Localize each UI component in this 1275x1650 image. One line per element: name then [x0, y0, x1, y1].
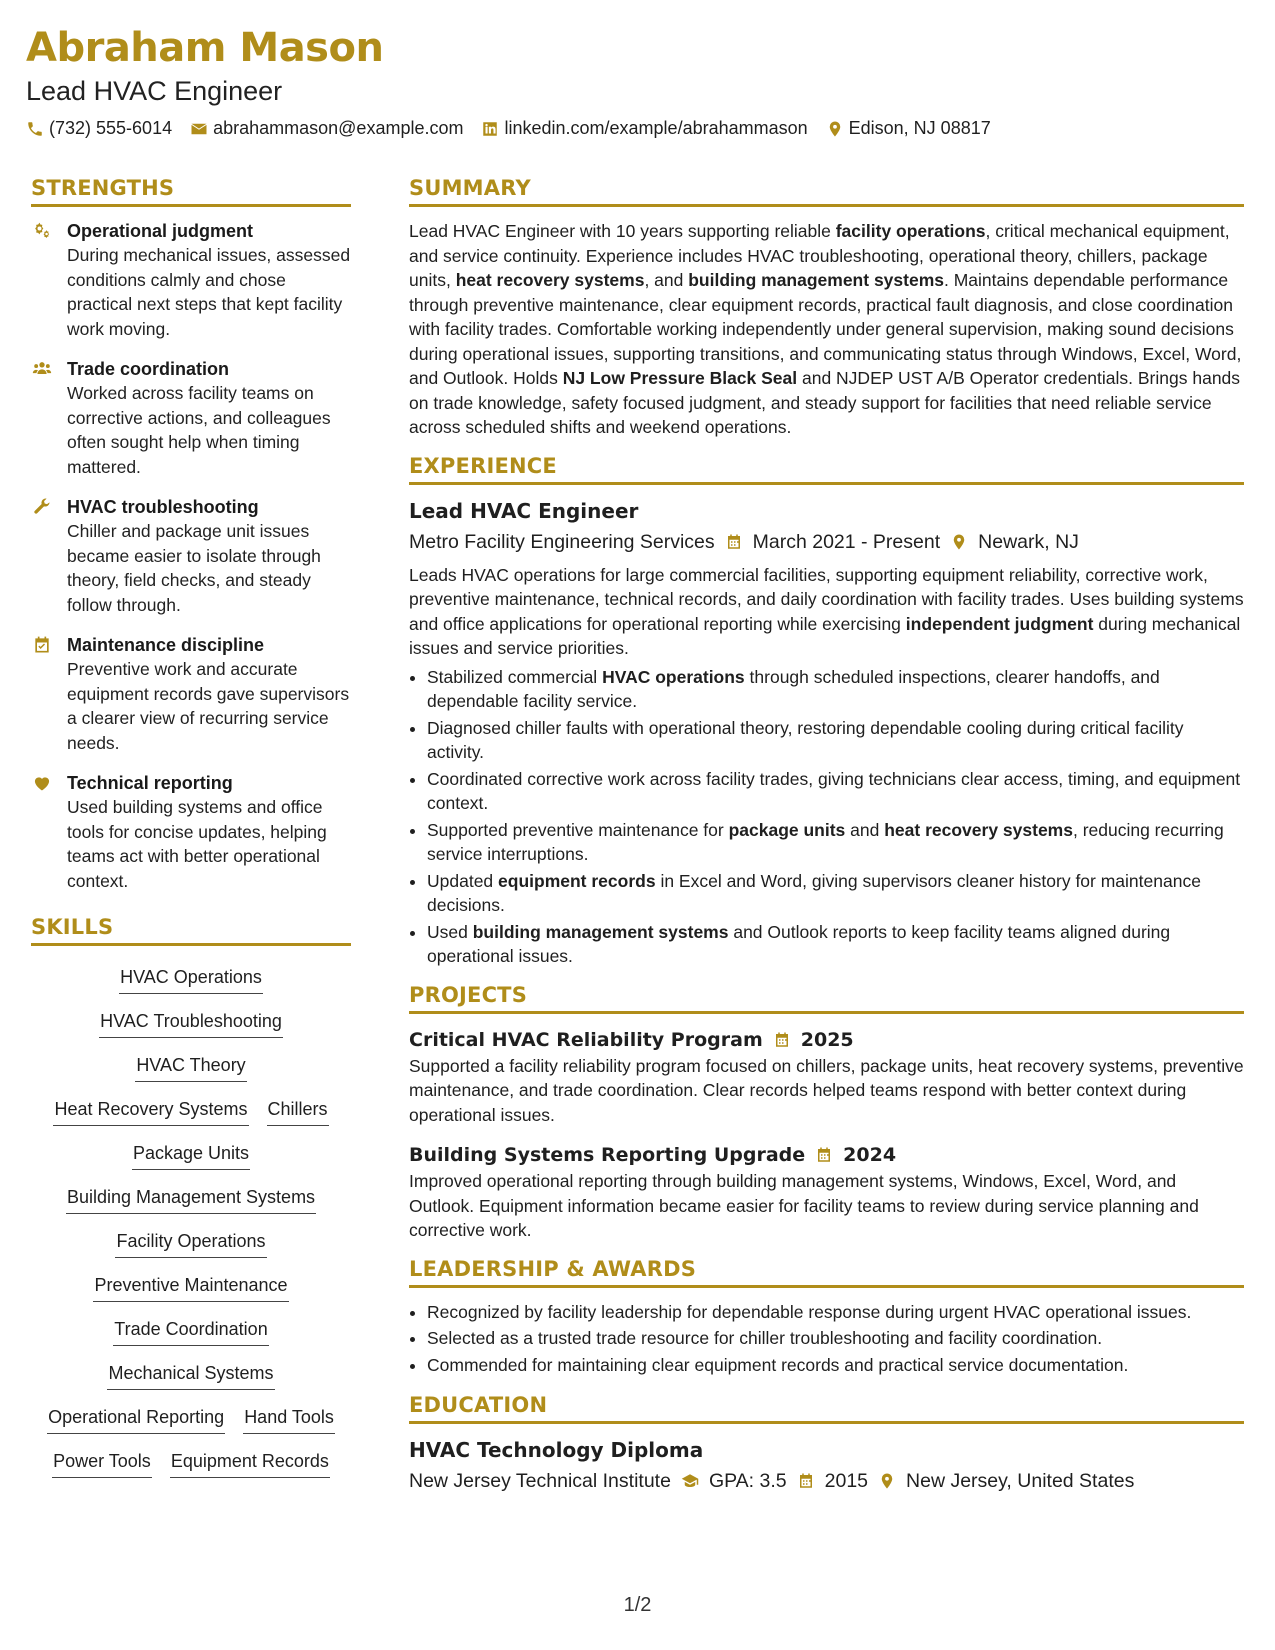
skill-row: [31, 1096, 351, 1126]
strength-description: During mechanical issues, assessed conditions calmly and chose practical next steps that kept facility work moving.: [67, 245, 351, 339]
calendar-icon: [773, 1031, 791, 1049]
left-column: [31, 176, 351, 1478]
bold-text: heat recovery systems: [884, 819, 1073, 840]
strength-body: [67, 495, 351, 617]
skill-row: [31, 1008, 351, 1038]
education-heading: EDUCATION: [409, 1393, 1244, 1424]
skill-tag: Power Tools: [52, 1448, 152, 1478]
skill-row: [31, 1228, 351, 1258]
job-title: Lead HVAC Engineer: [409, 498, 639, 523]
contact-location: Edison, NJ 08817: [826, 118, 991, 139]
project-header: [409, 1026, 1244, 1054]
candidate-name: Abraham Mason: [26, 25, 384, 71]
text-run: Lead HVAC Engineer with 10 years supporting reliable: [409, 221, 836, 241]
text-run: . Maintains dependable performance through preventive maintenance, clear equipment records, practical fault diagnosis, and close coordination with facility trades. Comfortable working independently under general supervision, making sound decisions during operational issues, supporting transitions, and communicating status through Windows, Excel, Word, and Outlook. Holds: [409, 270, 1242, 388]
skill-tag: Operational Reporting: [47, 1404, 225, 1434]
bold-text: package units: [728, 819, 846, 840]
skill-row: [31, 1140, 351, 1170]
leadership-list: [409, 1300, 1244, 1378]
text-run: Leads HVAC operations for large commercial facilities, supporting equipment reliability, corrective work, preventive maintenance, technical records, and daily coordination with facility trades. Uses building systems and office applications for operational reporting while exercising: [409, 564, 1244, 634]
candidate-title: Lead HVAC Engineer: [26, 76, 283, 106]
education-meta: [409, 1466, 1244, 1496]
strength-description: Worked across facility teams on corrective actions, and colleagues often sought help when timing mattered.: [67, 383, 331, 477]
job-meta: [409, 527, 1244, 557]
strength-item: [31, 771, 351, 893]
text-run: , reducing recurring service interruptions.: [427, 819, 1224, 864]
text-run: Updated: [427, 870, 499, 891]
job-description: [409, 563, 1244, 661]
strength-body: [67, 771, 351, 893]
strength-title: HVAC troubleshooting: [67, 497, 259, 517]
strength-item: [31, 633, 351, 755]
skill-tag: HVAC Theory: [135, 1052, 246, 1082]
projects-heading: PROJECTS: [409, 983, 1244, 1014]
job-bullet: [427, 716, 1244, 765]
contact-email[interactable]: abrahammason@example.com: [190, 118, 463, 139]
envelope-icon: [190, 120, 208, 138]
gears-icon: [31, 221, 53, 241]
strength-body: [67, 357, 351, 479]
project-item: [409, 1026, 1244, 1128]
linkedin-icon: [481, 120, 499, 138]
page-number: 1/2: [623, 1594, 652, 1616]
bold-text: equipment records: [498, 870, 656, 891]
users-icon: [31, 359, 53, 379]
job-bullet: [427, 869, 1244, 918]
wrench-icon: [31, 497, 53, 517]
bold-text: HVAC operations: [602, 666, 745, 687]
projects-list: [409, 1026, 1244, 1243]
strength-icon-wrap: [31, 357, 57, 479]
leadership-heading: LEADERSHIP & AWARDS: [409, 1257, 1244, 1288]
skill-tag: Package Units: [132, 1140, 250, 1170]
skill-row: [31, 1404, 351, 1434]
strength-title: Technical reporting: [67, 773, 233, 793]
skills-list: [31, 958, 351, 1478]
bold-text: building management systems: [472, 921, 729, 942]
skill-row: [31, 1316, 351, 1346]
skill-tag: HVAC Troubleshooting: [99, 1008, 283, 1038]
project-description: Improved operational reporting through building management systems, Windows, Excel, Word, and Outlook. Equipment information became easier for facility teams to review during service planning and corrective work.: [409, 1171, 1199, 1240]
award-item: • Recognized by facility leadership for dependable response during urgent HVAC operational issues.: [427, 1300, 1244, 1325]
skill-tag: Preventive Maintenance: [93, 1272, 288, 1302]
skill-row: [31, 1360, 351, 1390]
text-run: Diagnosed chiller faults with operational theory, restoring dependable cooling during critical facility activity.: [427, 717, 1184, 762]
job-location: Newark, NJ: [978, 530, 1079, 553]
education-school: New Jersey Technical Institute: [409, 1470, 671, 1492]
text-run: Supported preventive maintenance for: [427, 819, 729, 840]
award-item: • Commended for maintaining clear equipment records and practical service documentation.: [427, 1353, 1244, 1378]
bold-text: heat recovery systems: [455, 270, 645, 290]
project-title: Critical HVAC Reliability Program: [409, 1028, 763, 1051]
text-run: and NJDEP UST A/B Operator credentials. Brings hands on trade knowledge, safety focused judgment, and steady support for facilities that need reliable service across scheduled shifts and weekend operations.: [409, 368, 1241, 437]
map-pin-icon: [950, 533, 968, 551]
phone-icon: [26, 120, 44, 138]
strength-description: Preventive work and accurate equipment records gave supervisors a clearer view of recurring service needs.: [67, 659, 350, 753]
skills-heading: SKILLS: [31, 915, 351, 946]
skill-tag: Facility Operations: [115, 1228, 266, 1258]
resume-header: [26, 22, 1246, 139]
skill-tag: Mechanical Systems: [107, 1360, 274, 1390]
strengths-heading: STRENGTHS: [31, 176, 351, 207]
strength-title: Operational judgment: [67, 221, 254, 241]
contact-row: [26, 118, 1246, 139]
bold-text: building management systems: [688, 270, 944, 290]
text-run: Used: [427, 921, 473, 942]
map-pin-icon: [826, 120, 844, 138]
project-description: Supported a facility reliability program focused on chillers, package units, heat recovery systems, preventive maintenance, and trade coordination. Clear records helped teams respond with better context during operational issues.: [409, 1055, 1244, 1125]
strength-icon-wrap: [31, 495, 57, 617]
strength-item: [31, 219, 351, 341]
summary-text: [409, 219, 1244, 440]
right-column: [409, 176, 1244, 1502]
text-run: Coordinated corrective work across facility trades, giving technicians clear access, timing, and equipment context.: [427, 768, 1241, 813]
heart-icon: [31, 773, 53, 793]
strength-body: [67, 219, 351, 341]
project-header: [409, 1141, 1244, 1169]
project-year: 2024: [843, 1144, 897, 1166]
education-location: New Jersey, United States: [906, 1470, 1135, 1492]
calendar-icon: [815, 1146, 833, 1164]
text-run: in Excel and Word, giving supervisors cleaner history for maintenance decisions.: [427, 870, 1201, 915]
job-bullet: [427, 665, 1244, 714]
strength-icon-wrap: [31, 219, 57, 341]
strength-description: Used building systems and office tools for concise updates, helping teams act with better operational context.: [67, 797, 327, 891]
skill-tag: Trade Coordination: [113, 1316, 268, 1346]
bold-text: facility operations: [835, 221, 986, 241]
strength-icon-wrap: [31, 633, 57, 755]
job-bullets: [409, 665, 1244, 969]
job-bullet: [427, 767, 1244, 816]
bold-text: NJ Low Pressure Black Seal: [562, 368, 798, 388]
award-item: • Selected as a trusted trade resource for chiller troubleshooting and facility coordination.: [427, 1326, 1244, 1351]
text-run: through scheduled inspections, clearer handoffs, and dependable facility service.: [427, 666, 1160, 711]
calendar-check-icon: [31, 635, 53, 655]
bold-text: independent judgment: [905, 613, 1094, 634]
project-title: Building Systems Reporting Upgrade: [409, 1144, 806, 1166]
strengths-list: [31, 219, 351, 893]
education-year: 2015: [824, 1470, 869, 1492]
strength-description: Chiller and package unit issues became easier to isolate through theory, field checks, and steady follow through.: [67, 521, 321, 615]
education-gpa: GPA: 3.5: [708, 1470, 787, 1492]
calendar-icon: [725, 533, 743, 551]
skill-tag: Building Management Systems: [66, 1184, 316, 1214]
skill-row: [31, 964, 351, 994]
contact-phone: (732) 555-6014: [26, 118, 172, 139]
map-pin-icon: [878, 1472, 896, 1490]
text-run: and: [845, 819, 885, 840]
text-run: , critical mechanical equipment, and service continuity. Experience includes HVAC troubleshooting, operational theory, chillers, package units,: [409, 221, 1230, 290]
job-bullet: [427, 818, 1244, 867]
strength-title: Trade coordination: [67, 359, 230, 379]
project-year: 2025: [800, 1028, 854, 1051]
job-bullet: [427, 920, 1244, 969]
text-run: Stabilized commercial: [427, 666, 603, 687]
text-run: during mechanical issues and service priorities.: [409, 613, 1241, 658]
strength-item: [31, 357, 351, 479]
strength-title: Maintenance discipline: [67, 635, 265, 655]
job-company: Metro Facility Engineering Services: [409, 530, 715, 553]
experience-heading: EXPERIENCE: [409, 454, 1244, 485]
strength-item: [31, 495, 351, 617]
skill-row: [31, 1052, 351, 1082]
skill-row: [31, 1184, 351, 1214]
strength-icon-wrap: [31, 771, 57, 893]
skill-tag: HVAC Operations: [119, 964, 263, 994]
skill-row: [31, 1272, 351, 1302]
job-dates: March 2021 - Present: [752, 530, 941, 553]
strength-body: [67, 633, 351, 755]
graduation-cap-icon: [681, 1472, 699, 1490]
project-item: [409, 1141, 1244, 1243]
summary-heading: SUMMARY: [409, 176, 1244, 207]
skill-tag: Chillers: [267, 1096, 329, 1126]
contact-linkedin[interactable]: linkedin.com/example/abrahammason: [481, 118, 807, 139]
skill-tag: Heat Recovery Systems: [53, 1096, 248, 1126]
education-degree: HVAC Technology Diploma: [409, 1438, 704, 1462]
skill-tag: Hand Tools: [243, 1404, 335, 1434]
calendar-icon: [797, 1472, 815, 1490]
text-run: , and: [644, 270, 689, 290]
text-run: and Outlook reports to keep facility teams aligned during operational issues.: [427, 921, 1171, 966]
skill-row: [31, 1448, 351, 1478]
skill-tag: Equipment Records: [170, 1448, 330, 1478]
